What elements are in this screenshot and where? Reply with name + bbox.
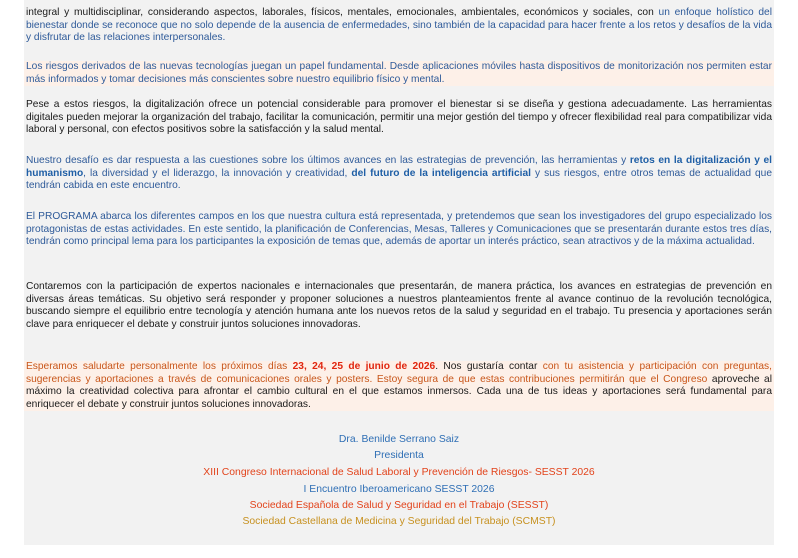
wellbeing-text-end: un enfoque holístico del bienestar donde se reconoce que no solo depende de la ausencia de enfermedades, sino también de la capacidad para hacer frente a los retos y desafíos de la vida y disfrutar de las relaciones interpersonales. — [26, 7, 772, 44]
challenge-highlight-ai: del futuro de la inteligencia artificial — [351, 167, 532, 179]
challenge-highlight-digital: retos en la digitalización y el humanismo — [26, 155, 772, 179]
challenge-text-3: y sus riesgos, entre otros temas de actualidad que tendrán cabida en este encuentro. — [26, 167, 772, 192]
paragraph-program: El PROGRAMA abarca los diferentes campos en los que nuestra cultura está representada, y pretendemos que sean los investigadores del grupo especializado los protagonistas de estas actividades. En este sentido, la planificación de Conferencias, Mesas, Talleres y Comunicaciones que se presentarán durante estos tres días, tendrán como principal lema para los participantes la exposición de temas que, además de aportar un interés práctico, sean atractivos y de la máxima actualidad. — [26, 211, 772, 248]
event-dates: 23, 24, 25 de junio de 2026 — [292, 361, 436, 372]
invitation-text-4: aproveche al máximo la creatividad colectiva para afrontar el cambio cultural en el que estamos inmersos. Cada una de tus ideas y aportaciones será fundamental para enriquecer el debate y construir juntos soluciones innovadoras. — [26, 373, 772, 410]
signature-society-sesst: Sociedad Española de Salud y Seguridad en el Trabajo (SESST) — [249, 500, 549, 511]
signature-meeting: I Encuentro Iberoamericano SESST 2026 — [303, 484, 495, 495]
invitation-text-3: con tu asistencia y participación con preguntas, sugerencias y aportaciones a través de comunicaciones orales y posters. Estoy segura de que estas contribuciones permitirán que el — [26, 361, 772, 385]
invitation-congress-word: Congreso — [663, 373, 708, 385]
paragraph-wellbeing — [24, 7, 774, 45]
challenge-text-2: , la diversidad y el liderazgo, la innovación y creatividad, — [83, 167, 352, 179]
paragraph-experts: Contaremos con la participación de expertos nacionales e internacionales que presentarán, de manera práctica, los avances en estrategias de prevención en diversas áreas temáticas. Su objetivo será responder y proponer soluciones a nuestros planteamientos frente al avance continuo de la revolución tecnológica, buscando siempre el equilibrio entre tecnología y atención humana ante los nuevos retos de la salud y seguridad en el trabajo. Tu presencia y aportaciones serán clave para enriquecer el debate y construir juntos soluciones innovadoras. — [26, 281, 772, 330]
paragraph-digitalization: Pese a estos riesgos, la digitalización ofrece un potencial considerable para promover el bienestar si se diseña y gestiona adecuadamente. Las herramientas digitales pueden mejorar la organización del trabajo, facilitar la comunicación, permitir una mejor gestión del tiempo y ofrecer flexibilidad real para compatibilizar vida laboral y personal, con efectos positivos sobre la satisfacción y la salud mental. — [26, 99, 772, 136]
signature-role: Presidenta — [374, 450, 424, 461]
signature-society-scmst: Sociedad Castellana de Medicina y Seguridad del Trabajo (SCMST) — [242, 516, 556, 527]
signature-congress: XIII Congreso Internacional de Salud Laboral y Prevención de Riesgos- SESST 2026 — [203, 467, 595, 478]
paragraph-challenge — [24, 155, 774, 193]
paragraph-invitation — [24, 361, 774, 411]
wellbeing-text-start: integral y multidisciplinar, considerando aspectos, laborales, físicos, mentales, emocionales, ambientales, económicos y sociales, con — [26, 7, 654, 18]
challenge-text-1: Nuestro desafío es dar respuesta a las cuestiones sobre los últimos avances en las estrategias de prevención, las herramientas y — [26, 155, 630, 166]
paragraph-technology-risks: Los riesgos derivados de las nuevas tecnologías juegan un papel fundamental. Desde aplicaciones móviles hasta dispositivos de monitorización nos permiten estar más informados y tomar decisiones más conscientes sobre nuestro equilibrio físico y mental. — [26, 61, 772, 85]
signature-name: Dra. Benilde Serrano Saiz — [338, 434, 460, 445]
invitation-text-1: Esperamos saludarte personalmente los próximos días — [26, 361, 293, 372]
invitation-text-2: . Nos gustaría contar — [435, 361, 538, 372]
